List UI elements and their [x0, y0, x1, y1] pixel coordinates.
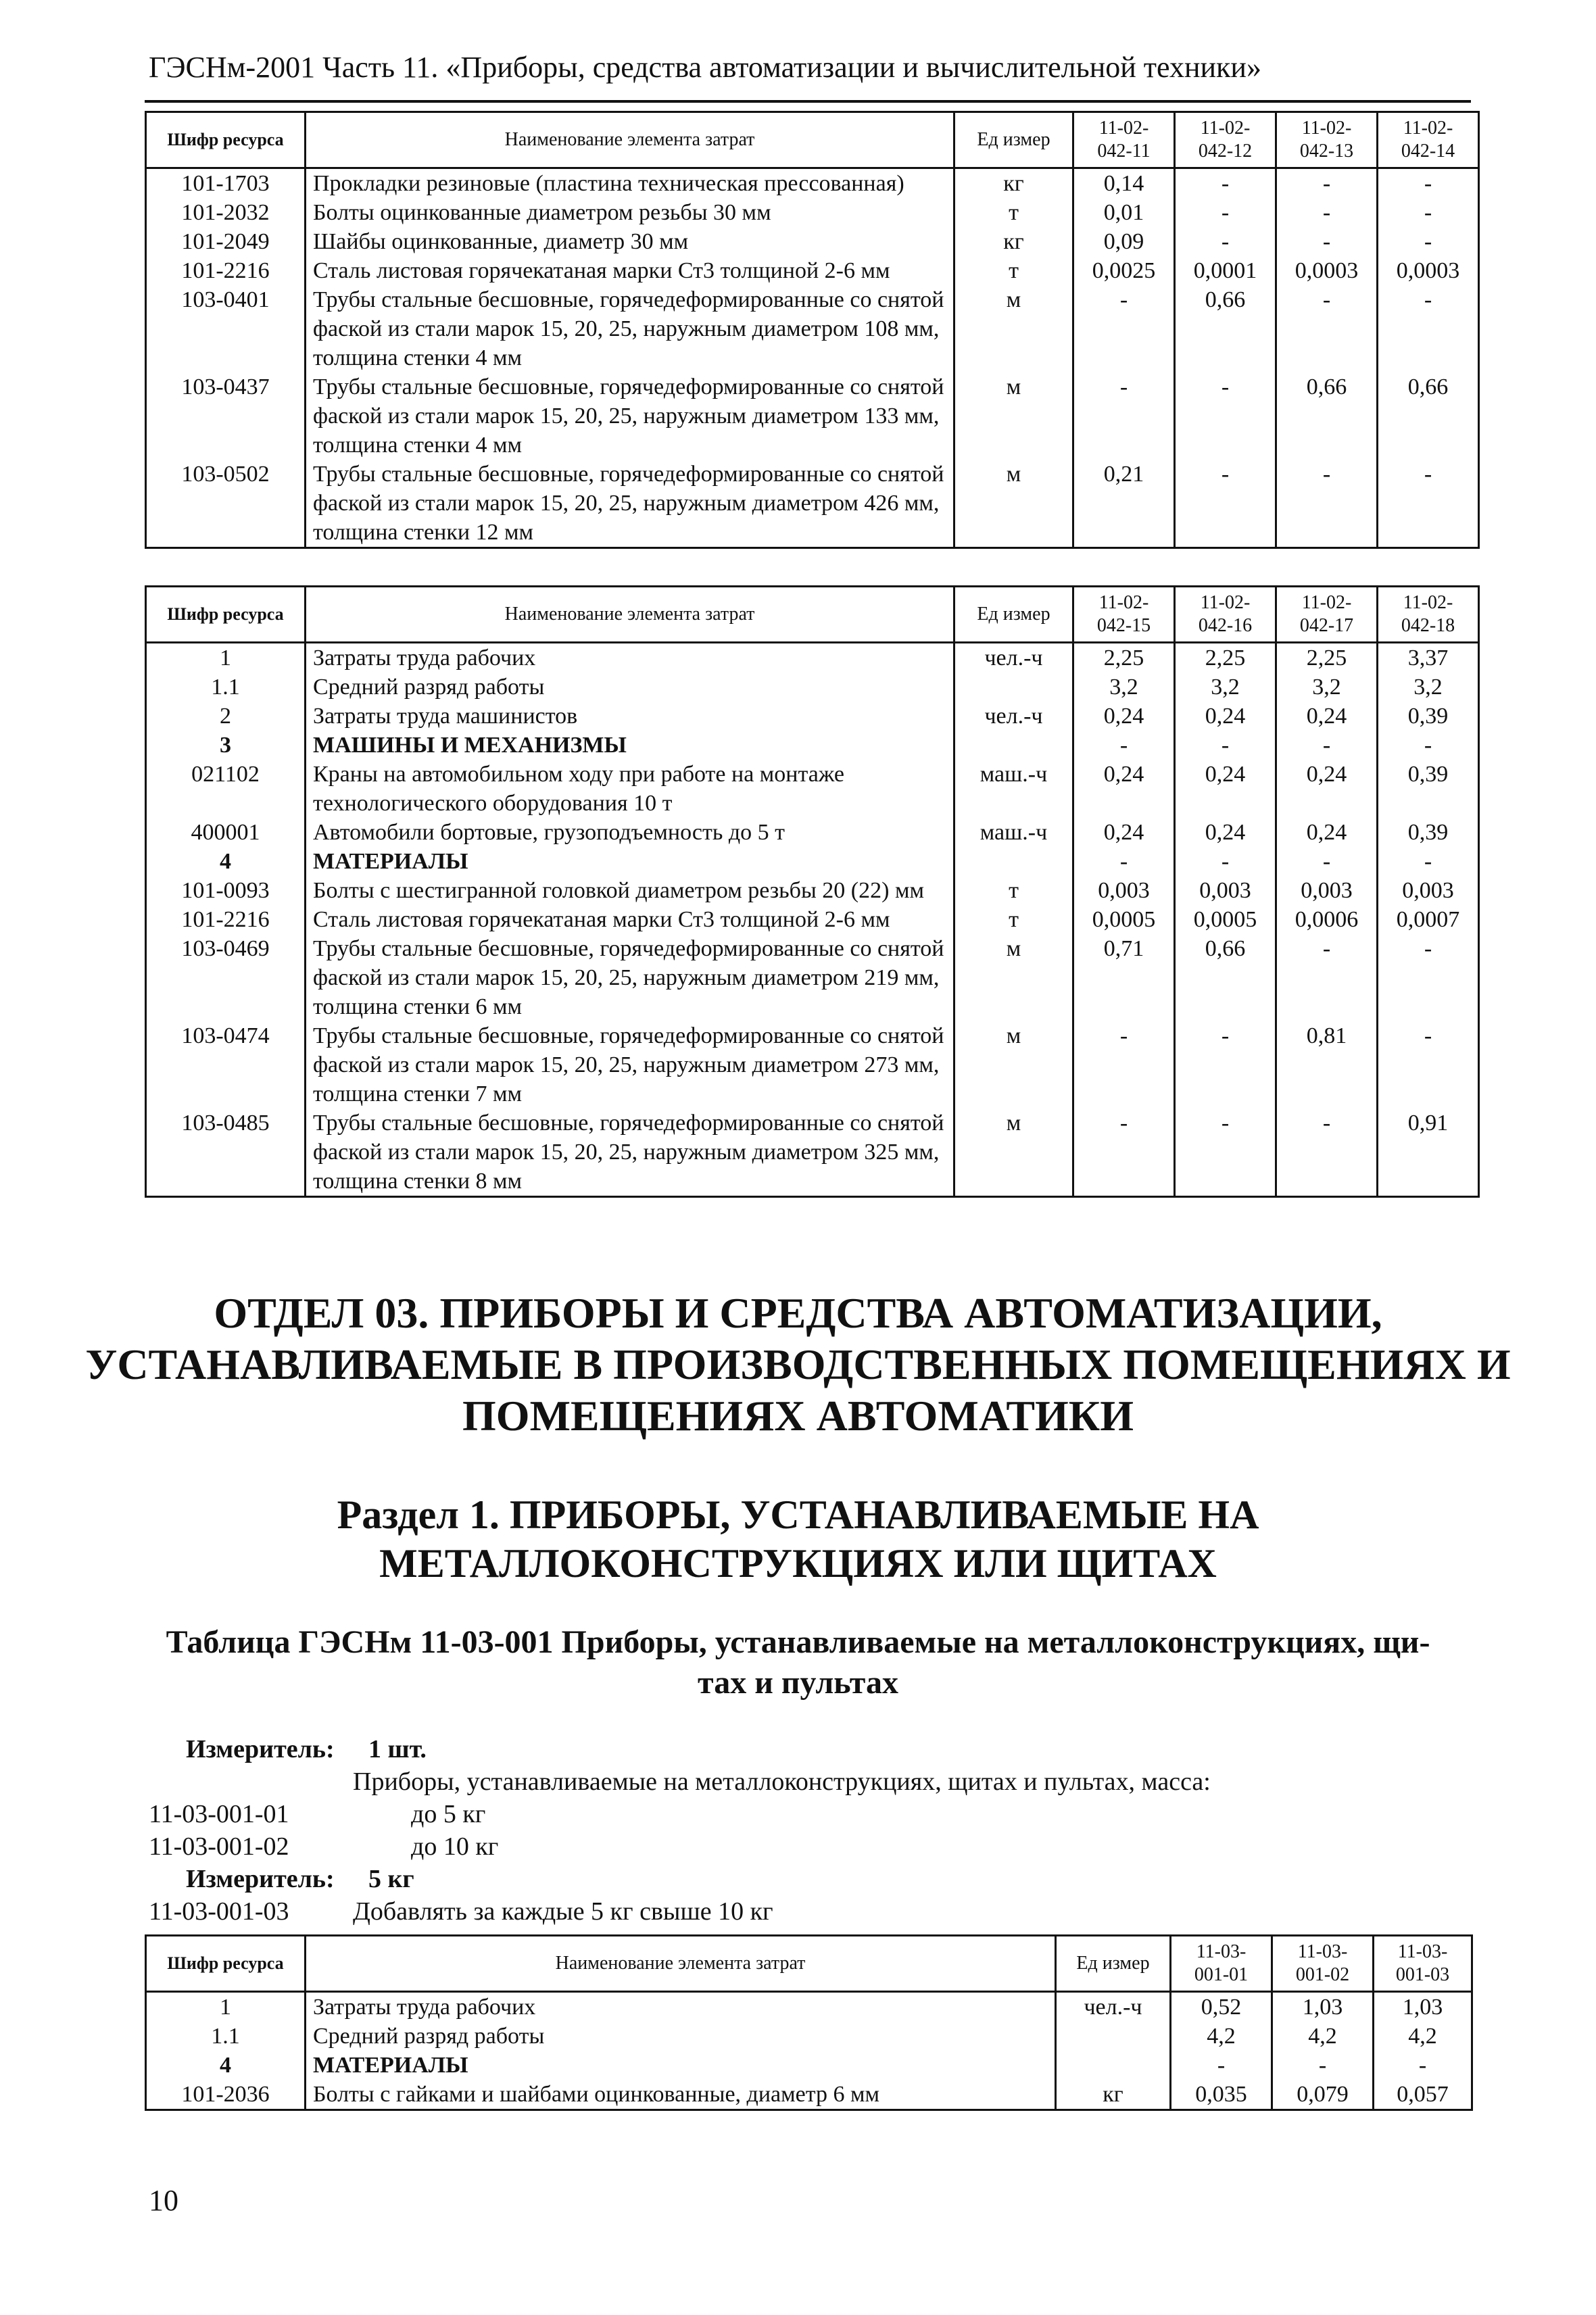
- unit-of-measure: кг: [1056, 2080, 1171, 2110]
- part-title-line: Раздел 1. ПРИБОРЫ, УСТАНАВЛИВАЕМЫЕ НА: [337, 1492, 1259, 1537]
- norm-value: -: [1378, 198, 1479, 227]
- resource-table-1: [145, 111, 1480, 549]
- resource-code: 103-0469: [146, 934, 306, 1021]
- norm-value: -: [1378, 934, 1479, 1021]
- resource-table-3: [145, 1934, 1473, 2111]
- resource-code: 1: [146, 1992, 306, 2022]
- cost-element-name: Сталь листовая горячекатаная марки Ст3 толщиной 2-6 мм: [306, 905, 954, 934]
- table-row: [146, 673, 1479, 702]
- header-norm-code: 11-02- 042-18: [1378, 587, 1479, 643]
- table-row: [146, 702, 1479, 731]
- resource-code: 101-2049: [146, 227, 306, 256]
- table-row: [146, 1021, 1479, 1108]
- cost-element-name: Трубы стальные бесшовные, горячедеформированные со снятой фаской из стали марок 15, 20, 25, наружным диаметром 133 мм, толщина стенки 4 мм: [306, 372, 954, 460]
- norm-value: 4,2: [1272, 2022, 1374, 2051]
- norm-value: -: [1073, 1021, 1175, 1108]
- unit-of-measure: [1056, 2051, 1171, 2080]
- cost-element-name: Болты с шестигранной головкой диаметром резьбы 20 (22) мм: [306, 876, 954, 905]
- cost-element-name: Трубы стальные бесшовные, горячедеформированные со снятой фаской из стали марок 15, 20, 25, наружным диаметром 325 мм, толщина стенки 8 мм: [306, 1108, 954, 1197]
- norm-value: 3,2: [1073, 673, 1175, 702]
- norm-value: 0,0003: [1276, 256, 1378, 285]
- department-title-line: ПОМЕЩЕНИЯХ АВТОМАТИКИ: [462, 1392, 1134, 1440]
- norm-value: -: [1378, 460, 1479, 548]
- norm-value: -: [1175, 847, 1276, 876]
- norm-value: 0,24: [1276, 760, 1378, 818]
- norm-value: 0,39: [1378, 760, 1479, 818]
- norm-value: 0,0001: [1175, 256, 1276, 285]
- cost-element-name: Прокладки резиновые (пластина техническая прессованная): [306, 168, 954, 199]
- header-cost-element: Наименование элемента затрат: [306, 112, 954, 168]
- norm-value: 0,0003: [1378, 256, 1479, 285]
- norm-value: 0,09: [1073, 227, 1175, 256]
- header-cost-element: Наименование элемента затрат: [306, 587, 954, 643]
- table-row: [146, 285, 1479, 372]
- cost-element-name: МАШИНЫ И МЕХАНИЗМЫ: [306, 731, 954, 760]
- norm-value: 0,66: [1175, 285, 1276, 372]
- norm-value: 2,25: [1175, 643, 1276, 673]
- norm-value: 0,24: [1175, 818, 1276, 847]
- cost-element-name: Болты оцинкованные диаметром резьбы 30 мм: [306, 198, 954, 227]
- norm-value: 0,01: [1073, 198, 1175, 227]
- norm-value: -: [1175, 1021, 1276, 1108]
- cost-element-name: Трубы стальные бесшовные, горячедеформированные со снятой фаской из стали марок 15, 20, 25, наружным диаметром 273 мм, толщина стенки 7 мм: [306, 1021, 954, 1108]
- norm-value: -: [1276, 227, 1378, 256]
- norm-value: 0,079: [1272, 2080, 1374, 2110]
- table-row: [146, 372, 1479, 460]
- table-caption-line: Таблица ГЭСНм 11-03-001 Приборы, устанавливаемые на металлоконструкциях, щи-: [166, 1624, 1430, 1660]
- header-norm-code: 11-02- 042-16: [1175, 587, 1276, 643]
- resource-code: 101-2216: [146, 905, 306, 934]
- cost-element-name: Болты с гайками и шайбами оцинкованные, диаметр 6 мм: [306, 2080, 1056, 2110]
- norm-value: 0,057: [1374, 2080, 1472, 2110]
- table-row: [146, 876, 1479, 905]
- norm-value: 4,2: [1171, 2022, 1272, 2051]
- unit-of-measure: м: [954, 1108, 1073, 1197]
- header-norm-code: 11-02- 042-14: [1378, 112, 1479, 168]
- unit-of-measure: чел.-ч: [954, 702, 1073, 731]
- header-rule: [145, 100, 1471, 103]
- norm-value: -: [1073, 847, 1175, 876]
- norm-value: -: [1276, 731, 1378, 760]
- cost-element-name: Средний разряд работы: [306, 673, 954, 702]
- norm-value: -: [1171, 2051, 1272, 2080]
- unit-of-measure: т: [954, 905, 1073, 934]
- norm-value: 0,0007: [1378, 905, 1479, 934]
- header-norm-code: 11-03- 001-01: [1171, 1936, 1272, 1992]
- norm-value: -: [1276, 285, 1378, 372]
- norm-value: -: [1175, 460, 1276, 548]
- norm-value: 0,24: [1175, 702, 1276, 731]
- cost-element-name: Средний разряд работы: [306, 2022, 1056, 2051]
- table-row: [146, 818, 1479, 847]
- norm-value: -: [1276, 1108, 1378, 1197]
- department-title-line: УСТАНАВЛИВАЕМЫЕ В ПРОИЗВОДСТВЕННЫХ ПОМЕЩЕНИЯХ И: [85, 1340, 1511, 1388]
- resource-code: 021102: [146, 760, 306, 818]
- table-row: [146, 847, 1479, 876]
- item-text: Добавлять за каждые 5 кг свыше 10 кг: [353, 1897, 773, 1926]
- unit-of-measure: маш.-ч: [954, 760, 1073, 818]
- norm-value: -: [1378, 731, 1479, 760]
- unit-of-measure: чел.-ч: [954, 643, 1073, 673]
- table-caption: [0, 1622, 1596, 1703]
- department-title: [0, 1288, 1596, 1442]
- norm-value: 3,37: [1378, 643, 1479, 673]
- norm-value: 0,24: [1073, 818, 1175, 847]
- table-row: [146, 1108, 1479, 1197]
- norm-value: 0,71: [1073, 934, 1175, 1021]
- unit-of-measure: чел.-ч: [1056, 1992, 1171, 2022]
- norm-value: -: [1276, 847, 1378, 876]
- norm-value: 1,03: [1374, 1992, 1472, 2022]
- cost-element-name: Трубы стальные бесшовные, горячедеформированные со снятой фаской из стали марок 15, 20, 25, наружным диаметром 426 мм, толщина стенки 12 мм: [306, 460, 954, 548]
- norm-value: 2,25: [1073, 643, 1175, 673]
- norm-value: 0,0006: [1276, 905, 1378, 934]
- resource-code: 2: [146, 702, 306, 731]
- table-row: [146, 2022, 1472, 2051]
- table-caption-line: тах и пультах: [698, 1665, 898, 1701]
- cost-element-name: Затраты труда рабочих: [306, 1992, 1056, 2022]
- norm-value: -: [1073, 372, 1175, 460]
- norm-value: 0,24: [1276, 818, 1378, 847]
- table-row: [146, 1992, 1472, 2022]
- cost-element-name: Трубы стальные бесшовные, горячедеформированные со снятой фаской из стали марок 15, 20, 25, наружным диаметром 219 мм, толщина стенки 6 мм: [306, 934, 954, 1021]
- norm-value: 0,0005: [1073, 905, 1175, 934]
- norm-value: 3,2: [1276, 673, 1378, 702]
- norm-value: 0,003: [1073, 876, 1175, 905]
- cost-element-name: МАТЕРИАЛЫ: [306, 2051, 1056, 2080]
- norm-value: -: [1378, 227, 1479, 256]
- norm-value: 0,21: [1073, 460, 1175, 548]
- unit-of-measure: [954, 731, 1073, 760]
- norm-value: -: [1073, 285, 1175, 372]
- part-title: [0, 1490, 1596, 1588]
- table-row: [146, 2051, 1472, 2080]
- table-row: [146, 731, 1479, 760]
- header-norm-code: 11-02- 042-12: [1175, 112, 1276, 168]
- resource-code: 103-0502: [146, 460, 306, 548]
- meter-value: 1 шт.: [368, 1735, 427, 1763]
- norm-value: 0,003: [1175, 876, 1276, 905]
- table-row: [146, 934, 1479, 1021]
- cost-element-name: Краны на автомобильном ходу при работе на монтаже технологического оборудования 10 т: [306, 760, 954, 818]
- norm-value: -: [1175, 168, 1276, 199]
- norm-value: 0,39: [1378, 702, 1479, 731]
- norm-value: 1,03: [1272, 1992, 1374, 2022]
- norm-value: 0,0005: [1175, 905, 1276, 934]
- table-row: [146, 256, 1479, 285]
- norm-value: 0,003: [1378, 876, 1479, 905]
- unit-of-measure: т: [954, 256, 1073, 285]
- norm-value: 0,66: [1175, 934, 1276, 1021]
- table-row: [146, 643, 1479, 673]
- norm-value: -: [1374, 2051, 1472, 2080]
- page-number: 10: [149, 2184, 178, 2217]
- norm-value: 3,2: [1175, 673, 1276, 702]
- cost-element-name: Затраты труда машинистов: [306, 702, 954, 731]
- norm-value: 0,24: [1175, 760, 1276, 818]
- running-header: ГЭСНм-2001 Часть 11. «Приборы, средства автоматизации и вычислительной техники»: [149, 51, 1261, 84]
- norm-value: 0,24: [1073, 702, 1175, 731]
- norm-value: 2,25: [1276, 643, 1378, 673]
- norm-value: -: [1272, 2051, 1374, 2080]
- department-title-line: ОТДЕЛ 03. ПРИБОРЫ И СРЕДСТВА АВТОМАТИЗАЦИИ,: [214, 1289, 1382, 1337]
- table-row: [146, 460, 1479, 548]
- meter-label: Измеритель:: [186, 1865, 335, 1893]
- header-norm-code: 11-02- 042-15: [1073, 587, 1175, 643]
- norm-value: 0,81: [1276, 1021, 1378, 1108]
- norm-value: 4,2: [1374, 2022, 1472, 2051]
- resource-code: 101-2036: [146, 2080, 306, 2110]
- header-cost-element: Наименование элемента затрат: [306, 1936, 1056, 1992]
- cost-element-name: МАТЕРИАЛЫ: [306, 847, 954, 876]
- unit-of-measure: кг: [954, 227, 1073, 256]
- resource-table-2: [145, 585, 1480, 1198]
- item-code: 11-03-001-01: [149, 1800, 289, 1828]
- resource-code: 1.1: [146, 673, 306, 702]
- norm-value: 0,66: [1378, 372, 1479, 460]
- norm-value: -: [1276, 934, 1378, 1021]
- norm-value: 0,24: [1073, 760, 1175, 818]
- unit-of-measure: т: [954, 198, 1073, 227]
- unit-of-measure: т: [954, 876, 1073, 905]
- header-unit: Ед измер: [954, 587, 1073, 643]
- norm-value: -: [1276, 460, 1378, 548]
- norm-value: -: [1276, 168, 1378, 199]
- norm-value: 3,2: [1378, 673, 1479, 702]
- unit-of-measure: маш.-ч: [954, 818, 1073, 847]
- cost-element-name: Автомобили бортовые, грузоподъемность до 5 т: [306, 818, 954, 847]
- item-code: 11-03-001-03: [149, 1897, 289, 1926]
- norm-value: -: [1378, 847, 1479, 876]
- table-row: [146, 227, 1479, 256]
- item-code: 11-03-001-02: [149, 1832, 289, 1861]
- header-norm-code: 11-03- 001-02: [1272, 1936, 1374, 1992]
- unit-of-measure: кг: [954, 168, 1073, 199]
- part-title-line: МЕТАЛЛОКОНСТРУКЦИЯХ ИЛИ ЩИТАХ: [379, 1541, 1217, 1586]
- norm-value: 0,39: [1378, 818, 1479, 847]
- unit-of-measure: [954, 847, 1073, 876]
- resource-code: 101-2032: [146, 198, 306, 227]
- meter-intro: Приборы, устанавливаемые на металлоконструкциях, щитах и пультах, масса:: [353, 1768, 1211, 1796]
- cost-element-name: Сталь листовая горячекатаная марки Ст3 толщиной 2-6 мм: [306, 256, 954, 285]
- table-header-row: [146, 112, 1479, 168]
- unit-of-measure: м: [954, 934, 1073, 1021]
- header-unit: Ед измер: [954, 112, 1073, 168]
- resource-code: 101-1703: [146, 168, 306, 199]
- resource-code: 103-0401: [146, 285, 306, 372]
- table-row: [146, 168, 1479, 199]
- cost-element-name: Трубы стальные бесшовные, горячедеформированные со снятой фаской из стали марок 15, 20, 25, наружным диаметром 108 мм, толщина стенки 4 мм: [306, 285, 954, 372]
- resource-code: 101-2216: [146, 256, 306, 285]
- table-header-row: [146, 1936, 1472, 1992]
- resource-code: 103-0485: [146, 1108, 306, 1197]
- header-resource-code: Шифр ресурса: [146, 112, 306, 168]
- norm-value: -: [1175, 372, 1276, 460]
- resource-code: 103-0474: [146, 1021, 306, 1108]
- resource-code: 3: [146, 731, 306, 760]
- unit-of-measure: [1056, 2022, 1171, 2051]
- norm-value: -: [1073, 1108, 1175, 1197]
- header-unit: Ед измер: [1056, 1936, 1171, 1992]
- item-text: до 5 кг: [411, 1800, 486, 1828]
- unit-of-measure: м: [954, 460, 1073, 548]
- resource-code: 400001: [146, 818, 306, 847]
- unit-of-measure: м: [954, 285, 1073, 372]
- header-norm-code: 11-02- 042-11: [1073, 112, 1175, 168]
- header-norm-code: 11-03- 001-03: [1374, 1936, 1472, 1992]
- resource-code: 4: [146, 847, 306, 876]
- cost-element-name: Шайбы оцинкованные, диаметр 30 мм: [306, 227, 954, 256]
- norm-value: 0,24: [1276, 702, 1378, 731]
- resource-code: 4: [146, 2051, 306, 2080]
- resource-code: 1.1: [146, 2022, 306, 2051]
- norm-value: -: [1175, 227, 1276, 256]
- table-header-row: [146, 587, 1479, 643]
- unit-of-measure: м: [954, 1021, 1073, 1108]
- norm-value: 0,14: [1073, 168, 1175, 199]
- table-row: [146, 198, 1479, 227]
- table-row: [146, 905, 1479, 934]
- table-row: [146, 2080, 1472, 2110]
- meter-value: 5 кг: [368, 1865, 414, 1893]
- norm-value: 0,0025: [1073, 256, 1175, 285]
- resource-code: 103-0437: [146, 372, 306, 460]
- norm-value: -: [1378, 1021, 1479, 1108]
- header-norm-code: 11-02- 042-13: [1276, 112, 1378, 168]
- resource-code: 1: [146, 643, 306, 673]
- norm-value: 0,52: [1171, 1992, 1272, 2022]
- header-norm-code: 11-02- 042-17: [1276, 587, 1378, 643]
- header-resource-code: Шифр ресурса: [146, 587, 306, 643]
- meter-label: Измеритель:: [186, 1735, 335, 1763]
- cost-element-name: Затраты труда рабочих: [306, 643, 954, 673]
- resource-code: 101-0093: [146, 876, 306, 905]
- norm-value: -: [1175, 198, 1276, 227]
- norm-value: -: [1378, 285, 1479, 372]
- norm-value: 0,003: [1276, 876, 1378, 905]
- unit-of-measure: м: [954, 372, 1073, 460]
- norm-value: -: [1175, 1108, 1276, 1197]
- norm-value: -: [1378, 168, 1479, 199]
- item-text: до 10 кг: [411, 1832, 499, 1861]
- norm-value: -: [1175, 731, 1276, 760]
- unit-of-measure: [954, 673, 1073, 702]
- norm-value: -: [1073, 731, 1175, 760]
- norm-value: -: [1276, 198, 1378, 227]
- norm-value: 0,035: [1171, 2080, 1272, 2110]
- header-resource-code: Шифр ресурса: [146, 1936, 306, 1992]
- norm-value: 0,91: [1378, 1108, 1479, 1197]
- table-row: [146, 760, 1479, 818]
- norm-value: 0,66: [1276, 372, 1378, 460]
